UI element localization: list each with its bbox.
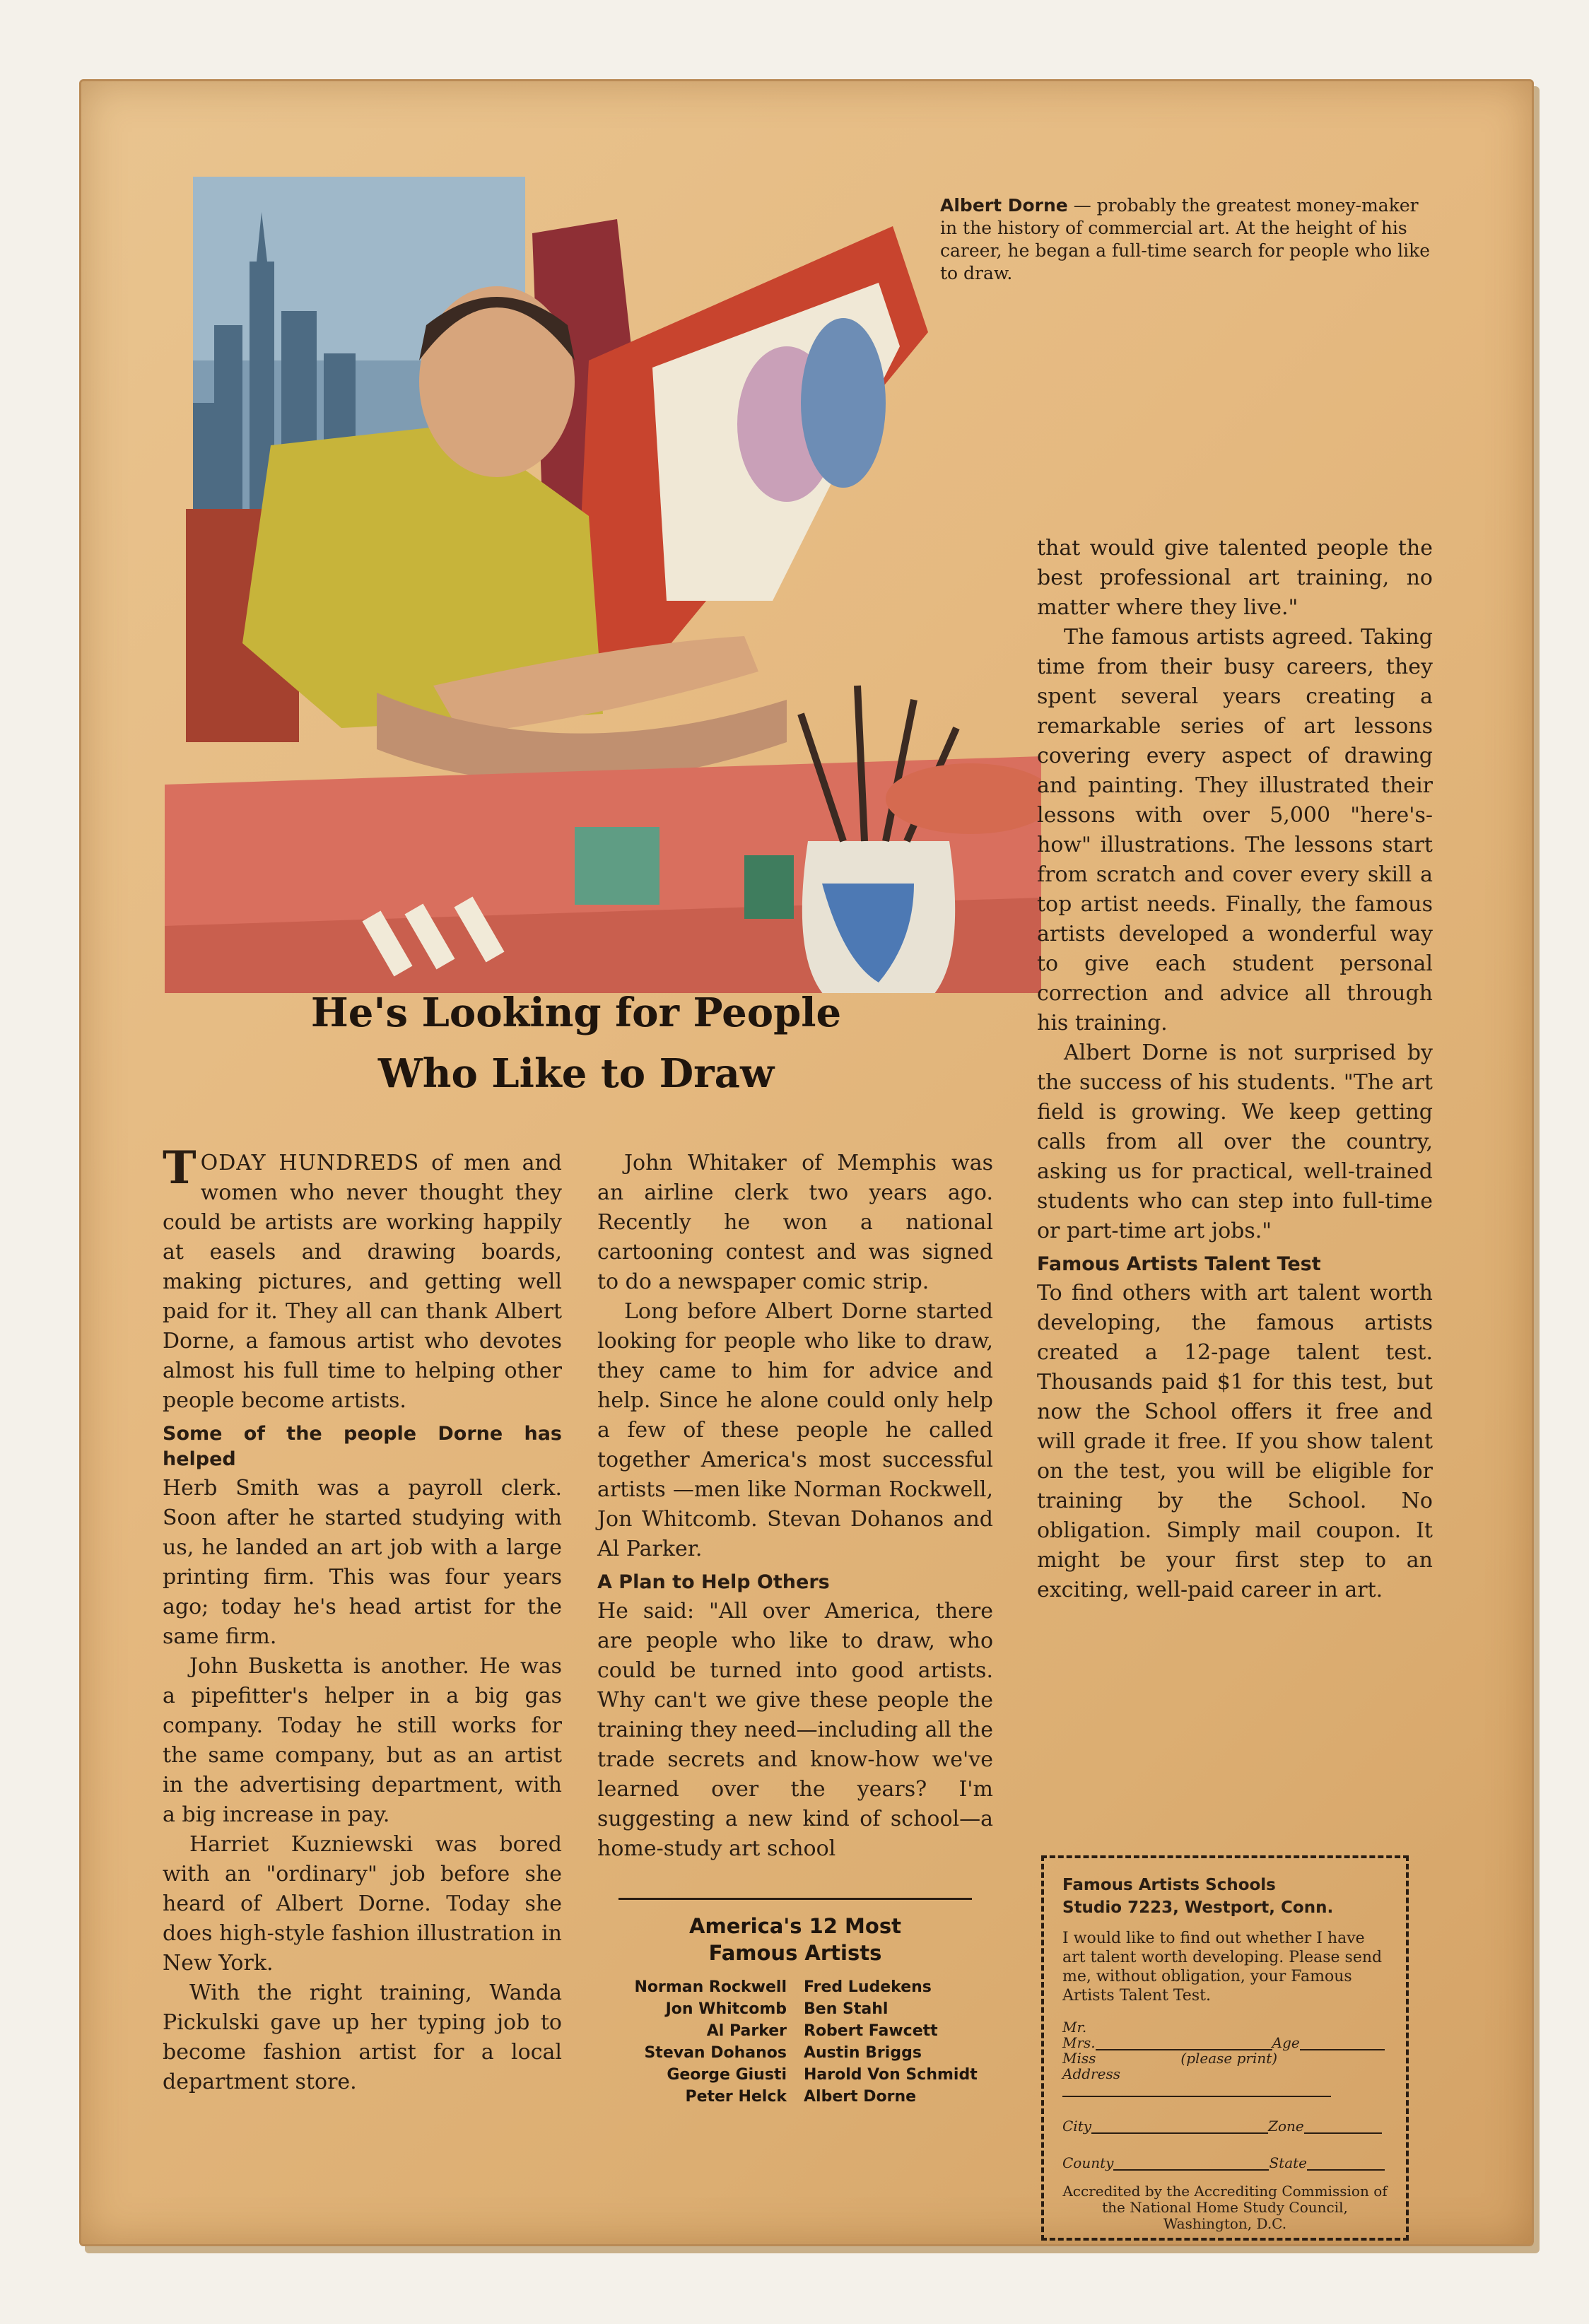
artist-name: Jon Whitcomb xyxy=(665,2000,787,2018)
headline-line-2: Who Like to Draw xyxy=(377,1050,775,1097)
paragraph: John Whitaker of Memphis was an airline clerk two years ago. Recently he won a national cartooning contest and was signed to do a newspaper comic strip. xyxy=(597,1151,993,1294)
column-1 xyxy=(163,1142,562,2097)
field-county: County xyxy=(1062,2154,1114,2171)
paragraph: that would give talented people the best professional art training, no matter where they live." xyxy=(1037,536,1433,620)
artist-name: Norman Rockwell xyxy=(634,1978,787,1996)
paragraph: Albert Dorne is not surprised by the success of his students. "The art field is growing. We keep getting calls from all over the country, asking us for practical, well-trained students who can step into full-time or part-time art jobs." xyxy=(1037,1040,1433,1243)
city-line[interactable] xyxy=(1091,2121,1268,2134)
caption-text: — probably the greatest money-maker in the history of commercial art. At the height of his career, he began a full-time search for people who like to draw. xyxy=(940,195,1431,283)
column-2 xyxy=(597,1149,993,1864)
please-print: (please print) xyxy=(1180,2050,1278,2067)
caption-name: Albert Dorne xyxy=(940,195,1068,216)
drop-cap: T xyxy=(163,1142,197,1195)
artists-right-column xyxy=(804,1976,1000,2108)
artist-name: Harold Von Schmidt xyxy=(804,2066,978,2084)
artists-title-2: Famous Artists xyxy=(708,1941,882,1965)
subhead-plan: A Plan to Help Others xyxy=(597,1571,830,1593)
artists-left-column xyxy=(590,1976,787,2108)
paint-jar-2 xyxy=(744,855,794,919)
field-city: City xyxy=(1062,2118,1092,2135)
paragraph: Harriet Kuzniewski was bored with an "ordinary" job before she heard of Albert Dorne. Today she does high-style fashion illustration in New York. xyxy=(163,1832,562,1976)
intro-rest: of men and women who never thought they could be artists are working happily at easels and drawing boards, making pictures, and getting well paid for it. They all can thank Albert Dorne, a famous artist who devotes almost his full time to helping other people become artists. xyxy=(163,1151,562,1413)
field-age: Age xyxy=(1272,2034,1300,2051)
coupon-salutation xyxy=(1062,2019,1388,2171)
accreditation-note: Accredited by the Accrediting Commission of the National Home Study Council, Washington, D.C. xyxy=(1062,2183,1388,2232)
artist-name: Fred Ludekens xyxy=(804,1978,932,1996)
artist-name: George Giusti xyxy=(667,2066,787,2084)
paragraph: Herb Smith was a payroll clerk. Soon after he started studying with us, he landed an art job with a large printing firm. This was four years ago; today he's head artist for the same firm. xyxy=(163,1476,562,1649)
headline-line-1: He's Looking for People xyxy=(310,990,842,1036)
lead-smallcaps: ODAY HUNDREDS xyxy=(200,1151,420,1175)
paragraph: Long before Albert Dorne started looking for people who like to draw, they came to him for advice and help. Since he alone could only help a few of these people he called together America's most successful artists —men like Norman Rockwell, Jon Whitcomb. Stevan Dohanos and Al Parker. xyxy=(597,1299,993,1561)
age-line[interactable] xyxy=(1300,2038,1385,2050)
headline xyxy=(173,982,979,1104)
illustration-caption xyxy=(940,194,1435,285)
artist-name: Al Parker xyxy=(706,2022,787,2040)
paragraph: With the right training, Wanda Pickulski gave up her typing job to become fashion artist for a local department store. xyxy=(163,1980,562,2094)
artist-name: Ben Stahl xyxy=(804,2000,889,2018)
field-address: Address xyxy=(1062,2065,1120,2082)
artist-name: Austin Briggs xyxy=(804,2044,922,2062)
name-line[interactable] xyxy=(1096,2038,1272,2050)
field-miss: Miss xyxy=(1062,2050,1096,2067)
field-mr: Mr. xyxy=(1062,2019,1087,2036)
field-mrs: Mrs. xyxy=(1062,2034,1096,2051)
county-line[interactable] xyxy=(1113,2158,1269,2171)
famous-artists-list xyxy=(590,1898,1000,2108)
zone-line[interactable] xyxy=(1304,2121,1382,2134)
artists-title-1: America's 12 Most xyxy=(689,1914,901,1938)
subhead-people-helped: Some of the people Dorne has helped xyxy=(163,1423,562,1470)
artist-name: Robert Fawcett xyxy=(804,2022,938,2040)
paragraph: John Busketta is another. He was a pipefitter's helper in a big gas company. Today he still works for the same company, but as an artist in the advertising department, with a big increase in pay. xyxy=(163,1654,562,1827)
artist-name: Peter Helck xyxy=(685,2088,787,2106)
intro-paragraph xyxy=(163,1142,562,1416)
mail-coupon[interactable] xyxy=(1041,1855,1409,2241)
coupon-body: I would like to find out whether I have art talent worth developing. Please send me, without obligation, your Famous Artists Talent Test. xyxy=(1062,1930,1383,2005)
coupon-school: Famous Artists Schools xyxy=(1062,1876,1276,1894)
artist-name: Albert Dorne xyxy=(804,2088,917,2106)
field-state: State xyxy=(1269,2154,1307,2171)
paragraph: To find others with art talent worth developing, the famous artists created a 12-page talent test. Thousands paid $1 for this test, but now the School offers it free and will grade it free. If you show talent on the test, you will be eligible for training by the School. No obligation. Simply mail coupon. It might be your first step to an exciting, well-paid career in art. xyxy=(1037,1281,1433,1602)
artist-name: Stevan Dohanos xyxy=(644,2044,787,2062)
address-line[interactable] xyxy=(1062,2084,1331,2097)
column-3 xyxy=(1037,534,1433,1605)
artist-illustration xyxy=(165,148,1041,993)
paragraph: The famous artists agreed. Taking time from their busy careers, they spent several years creating a remarkable series of art lessons covering every aspect of drawing and painting. They illustrated their lessons with over 5,000 "here's-how" illustrations. The lessons start from scratch and cover every skill a top artist needs. Finally, the famous artists developed a wonderful way to give each student personal correction and advice all through his training. xyxy=(1037,625,1433,1035)
divider xyxy=(618,1898,972,1900)
magazine-page xyxy=(79,79,1534,2246)
subhead-talent-test: Famous Artists Talent Test xyxy=(1037,1253,1321,1275)
state-line[interactable] xyxy=(1307,2158,1385,2171)
field-zone: Zone xyxy=(1268,2118,1304,2135)
coupon-studio: Studio 7223, Westport, Conn. xyxy=(1062,1898,1334,1917)
paragraph: He said: "All over America, there are people who like to draw, who could be turned into good artists. Why can't we give these people the training they need—including all the trade secrets and know-how we've learned over the years? I'm suggesting a new kind of school—a home-study art school xyxy=(597,1599,993,1861)
